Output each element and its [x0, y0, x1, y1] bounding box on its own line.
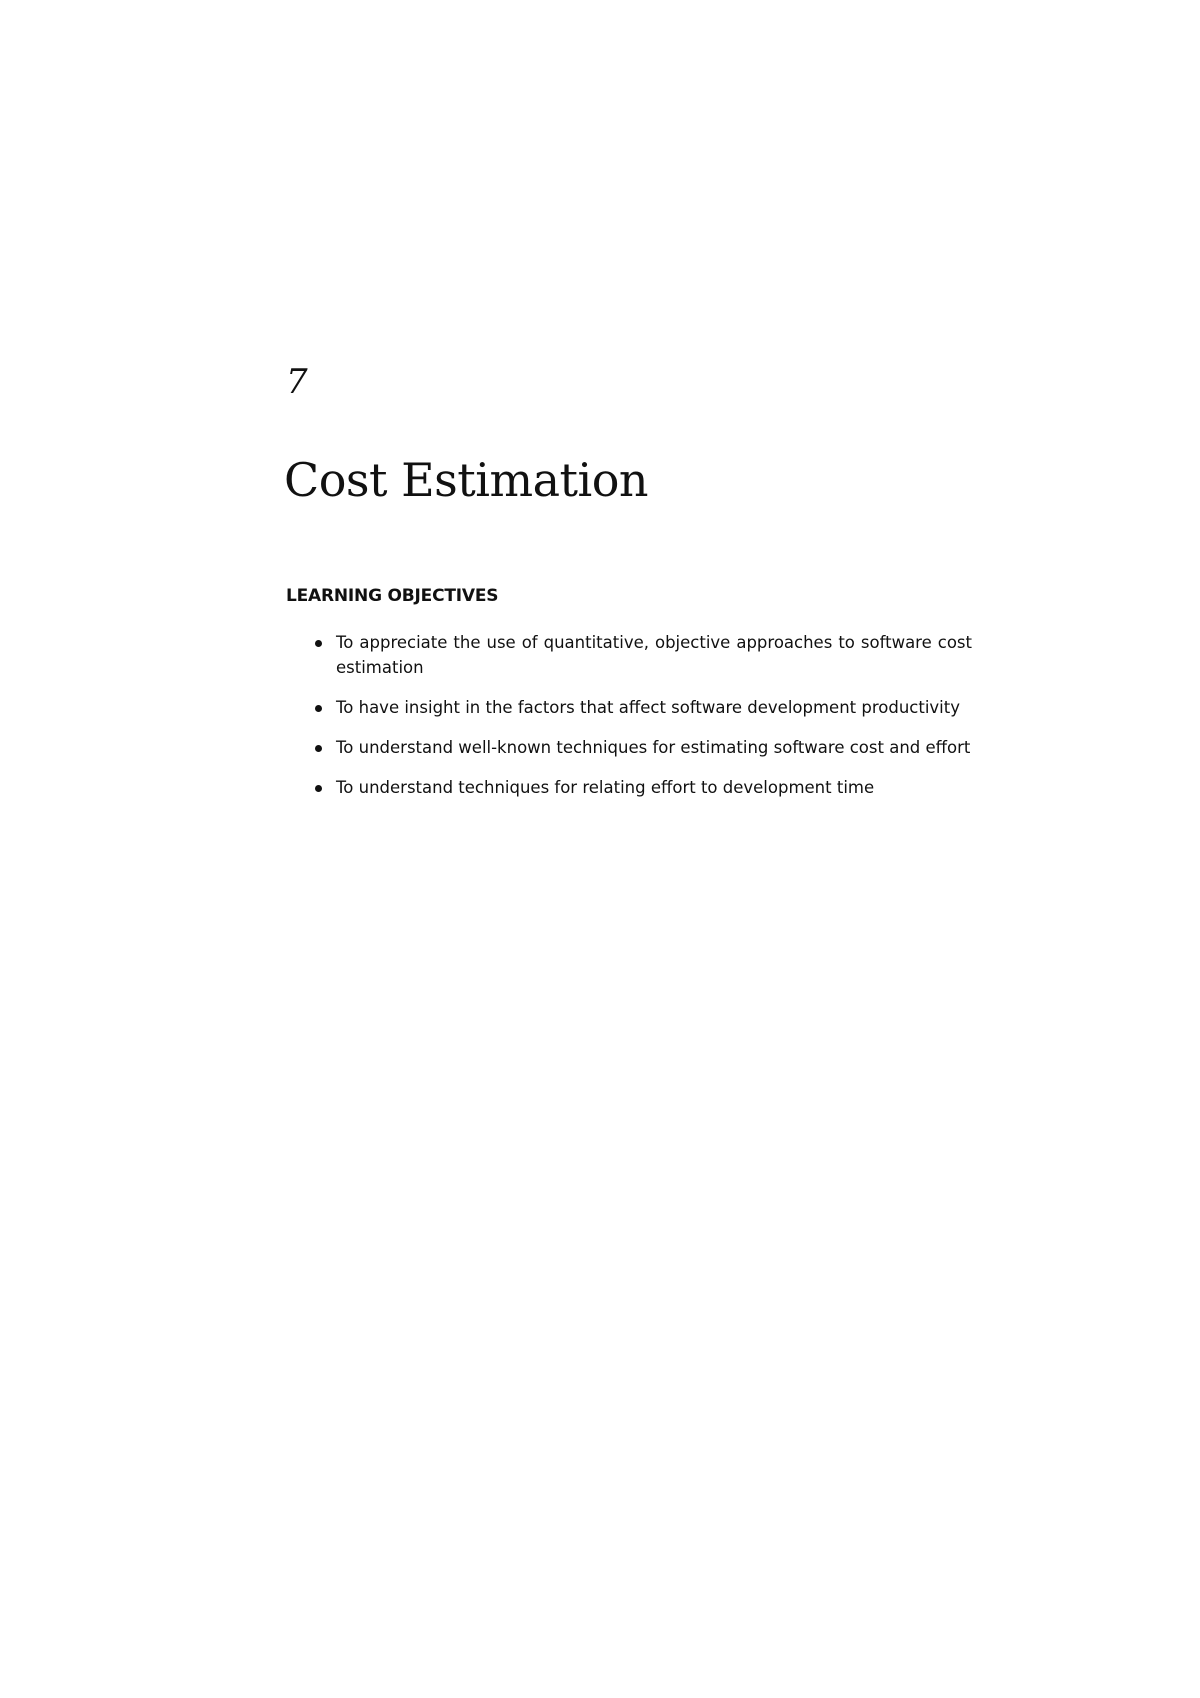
learning-objectives-list [286, 630, 972, 815]
objective-text: To appreciate the use of quantitative, objective approaches to software cost estimation [336, 633, 972, 677]
objective-item [286, 735, 972, 760]
objective-text: To understand techniques for relating effort to development time [336, 778, 875, 797]
learning-objectives-heading: LEARNING OBJECTIVES [286, 586, 499, 606]
bullet-icon [315, 640, 322, 647]
bullet-icon [315, 785, 322, 792]
objective-item [286, 630, 972, 680]
objective-text: To understand well-known techniques for estimating software cost and effort [336, 738, 971, 757]
objective-item [286, 695, 972, 720]
bullet-icon [315, 745, 322, 752]
chapter-number: 7 [286, 362, 308, 402]
objective-text: To have insight in the factors that affect software development productivity [336, 698, 960, 717]
bullet-icon [315, 705, 322, 712]
chapter-title: Cost Estimation [284, 453, 649, 507]
objective-item [286, 775, 972, 800]
